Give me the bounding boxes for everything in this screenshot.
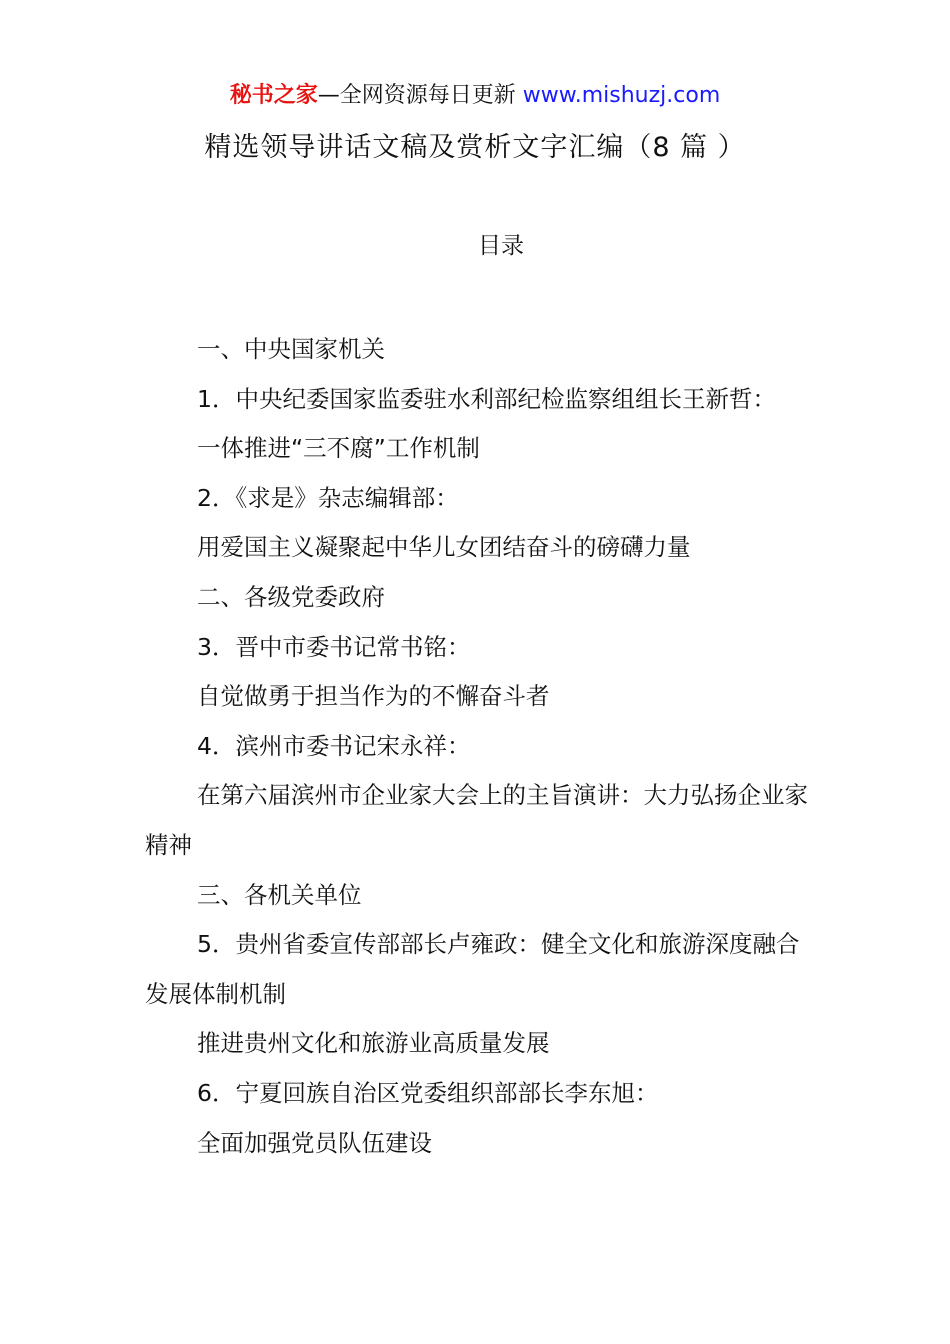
toc-entry-subtitle: 用爱国主义凝聚起中华儿女团结奋斗的磅礴力量 [197,533,691,562]
toc-entry: 1．中央纪委国家监委驻水利部纪检监察组组长王新哲： [197,384,776,413]
toc-entry: 5．贵州省委宣传部部长卢雍政：健全文化和旅游深度融合发展体制机制 [145,930,800,1008]
toc-entry-subtitle: 推进贵州文化和旅游业高质量发展 [197,1029,550,1058]
toc-entry-subtitle: 一体推进“三不腐”工作机制 [197,434,480,463]
toc-section-heading: 一、中央国家机关 [197,335,385,363]
toc-entry-subtitle: 全面加强党员队伍建设 [197,1128,432,1157]
toc-entry-subtitle: 在第六届滨州市企业家大会上的主旨演讲：大力弘扬企业家精神 [145,781,808,859]
header-tagline: —全网资源每日更新 [317,83,523,108]
toc-entry: 2．《求是》杂志编辑部： [197,483,459,512]
document-title: 精选领导讲话文稿及赏析文字汇编（8 篇 ） [204,132,746,163]
brand-name: 秘书之家 [229,83,318,108]
toc-entry: 4．滨州市委书记宋永祥： [197,731,471,760]
toc-entry: 3．晋中市委书记常书铭： [197,632,471,661]
site-url[interactable]: www.mishuzj.com [522,83,721,108]
toc-section-heading: 二、各级党委政府 [197,582,385,611]
toc-section-heading: 三、各机关单位 [197,880,362,909]
site-header [0,80,950,112]
table-of-contents [145,325,810,1168]
toc-entry: 6．宁夏回族自治区党委组织部部长李东旭： [197,1078,659,1107]
toc-heading: 目录 [478,233,524,259]
toc-entry-subtitle: 自觉做勇于担当作为的不懈奋斗者 [197,682,550,711]
